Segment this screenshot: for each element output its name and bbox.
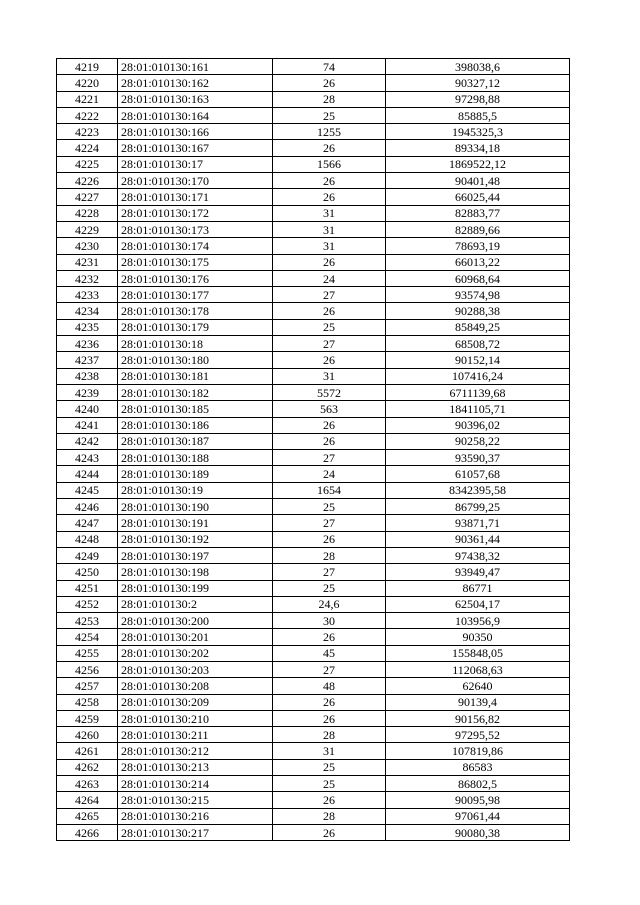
- cadastral-number-cell: 28:01:010130:190: [118, 499, 273, 515]
- table-row: [57, 727, 570, 743]
- table-row: [57, 59, 570, 75]
- area-cell: 5572: [273, 384, 386, 400]
- area-cell: 24: [273, 466, 386, 482]
- value-cell: 85885,5: [386, 107, 570, 123]
- value-cell: 155848,05: [386, 645, 570, 661]
- table-row: [57, 287, 570, 303]
- cadastral-number-cell: 28:01:010130:214: [118, 776, 273, 792]
- value-cell: 93590,37: [386, 450, 570, 466]
- cadastral-number-cell: 28:01:010130:211: [118, 727, 273, 743]
- table-row: [57, 140, 570, 156]
- area-cell: 26: [273, 140, 386, 156]
- row-number-cell: 4265: [57, 808, 118, 824]
- table-row: [57, 124, 570, 140]
- cadastral-number-cell: 28:01:010130:179: [118, 319, 273, 335]
- row-number-cell: 4264: [57, 792, 118, 808]
- area-cell: 1566: [273, 156, 386, 172]
- row-number-cell: 4239: [57, 384, 118, 400]
- value-cell: 90401,48: [386, 173, 570, 189]
- table-row: [57, 270, 570, 286]
- cadastral-number-cell: 28:01:010130:201: [118, 629, 273, 645]
- table-row: [57, 156, 570, 172]
- table-row: [57, 75, 570, 91]
- cadastral-number-cell: 28:01:010130:186: [118, 417, 273, 433]
- cadastral-number-cell: 28:01:010130:174: [118, 238, 273, 254]
- row-number-cell: 4263: [57, 776, 118, 792]
- cadastral-number-cell: 28:01:010130:212: [118, 743, 273, 759]
- row-number-cell: 4243: [57, 450, 118, 466]
- row-number-cell: 4258: [57, 694, 118, 710]
- value-cell: 8342395,58: [386, 482, 570, 498]
- value-cell: 62504,17: [386, 596, 570, 612]
- row-number-cell: 4227: [57, 189, 118, 205]
- row-number-cell: 4220: [57, 75, 118, 91]
- table-row: [57, 564, 570, 580]
- area-cell: 26: [273, 694, 386, 710]
- cadastral-number-cell: 28:01:010130:17: [118, 156, 273, 172]
- cadastral-number-cell: 28:01:010130:192: [118, 531, 273, 547]
- area-cell: 26: [273, 189, 386, 205]
- cadastral-number-cell: 28:01:010130:202: [118, 645, 273, 661]
- table-row: [57, 776, 570, 792]
- table-row: [57, 710, 570, 726]
- area-cell: 24: [273, 270, 386, 286]
- value-cell: 1869522,12: [386, 156, 570, 172]
- row-number-cell: 4224: [57, 140, 118, 156]
- table-row: [57, 661, 570, 677]
- value-cell: 85849,25: [386, 319, 570, 335]
- table-row: [57, 433, 570, 449]
- table-row: [57, 466, 570, 482]
- cadastral-number-cell: 28:01:010130:217: [118, 824, 273, 840]
- value-cell: 78693,19: [386, 238, 570, 254]
- value-cell: 61057,68: [386, 466, 570, 482]
- table-row: [57, 629, 570, 645]
- row-number-cell: 4231: [57, 254, 118, 270]
- table-row: [57, 368, 570, 384]
- value-cell: 60968,64: [386, 270, 570, 286]
- row-number-cell: 4235: [57, 319, 118, 335]
- value-cell: 103956,9: [386, 613, 570, 629]
- table-body: [57, 59, 570, 841]
- row-number-cell: 4241: [57, 417, 118, 433]
- row-number-cell: 4228: [57, 205, 118, 221]
- cadastral-number-cell: 28:01:010130:163: [118, 91, 273, 107]
- value-cell: 62640: [386, 678, 570, 694]
- cadastral-number-cell: 28:01:010130:198: [118, 564, 273, 580]
- row-number-cell: 4222: [57, 107, 118, 123]
- value-cell: 93871,71: [386, 515, 570, 531]
- area-cell: 26: [273, 792, 386, 808]
- table-row: [57, 417, 570, 433]
- value-cell: 90080,38: [386, 824, 570, 840]
- value-cell: 90361,44: [386, 531, 570, 547]
- value-cell: 86802,5: [386, 776, 570, 792]
- row-number-cell: 4246: [57, 499, 118, 515]
- area-cell: 1255: [273, 124, 386, 140]
- row-number-cell: 4225: [57, 156, 118, 172]
- area-cell: 30: [273, 613, 386, 629]
- row-number-cell: 4234: [57, 303, 118, 319]
- row-number-cell: 4253: [57, 613, 118, 629]
- area-cell: 28: [273, 808, 386, 824]
- area-cell: 1654: [273, 482, 386, 498]
- area-cell: 563: [273, 401, 386, 417]
- row-number-cell: 4259: [57, 710, 118, 726]
- value-cell: 66025,44: [386, 189, 570, 205]
- cadastral-number-cell: 28:01:010130:199: [118, 580, 273, 596]
- row-number-cell: 4250: [57, 564, 118, 580]
- row-number-cell: 4249: [57, 547, 118, 563]
- cadastral-number-cell: 28:01:010130:167: [118, 140, 273, 156]
- row-number-cell: 4260: [57, 727, 118, 743]
- area-cell: 31: [273, 743, 386, 759]
- area-cell: 26: [273, 303, 386, 319]
- value-cell: 86771: [386, 580, 570, 596]
- table-row: [57, 645, 570, 661]
- value-cell: 90350: [386, 629, 570, 645]
- value-cell: 90095,98: [386, 792, 570, 808]
- cadastral-number-cell: 28:01:010130:173: [118, 221, 273, 237]
- table-row: [57, 189, 570, 205]
- row-number-cell: 4229: [57, 221, 118, 237]
- row-number-cell: 4238: [57, 368, 118, 384]
- row-number-cell: 4247: [57, 515, 118, 531]
- area-cell: 27: [273, 564, 386, 580]
- table-row: [57, 808, 570, 824]
- table-row: [57, 384, 570, 400]
- cadastral-number-cell: 28:01:010130:210: [118, 710, 273, 726]
- area-cell: 26: [273, 173, 386, 189]
- table-row: [57, 743, 570, 759]
- cadastral-number-cell: 28:01:010130:161: [118, 59, 273, 75]
- area-cell: 26: [273, 531, 386, 547]
- table-row: [57, 547, 570, 563]
- cadastral-number-cell: 28:01:010130:208: [118, 678, 273, 694]
- area-cell: 27: [273, 515, 386, 531]
- cadastral-number-cell: 28:01:010130:170: [118, 173, 273, 189]
- area-cell: 31: [273, 205, 386, 221]
- cadastral-number-cell: 28:01:010130:180: [118, 352, 273, 368]
- row-number-cell: 4223: [57, 124, 118, 140]
- table-row: [57, 596, 570, 612]
- area-cell: 28: [273, 547, 386, 563]
- table-row: [57, 401, 570, 417]
- table-row: [57, 824, 570, 840]
- table-row: [57, 482, 570, 498]
- area-cell: 31: [273, 221, 386, 237]
- table-row: [57, 678, 570, 694]
- cadastral-number-cell: 28:01:010130:215: [118, 792, 273, 808]
- row-number-cell: 4219: [57, 59, 118, 75]
- cadastral-number-cell: 28:01:010130:182: [118, 384, 273, 400]
- row-number-cell: 4254: [57, 629, 118, 645]
- table-row: [57, 205, 570, 221]
- area-cell: 27: [273, 661, 386, 677]
- table-row: [57, 613, 570, 629]
- cadastral-number-cell: 28:01:010130:203: [118, 661, 273, 677]
- table-row: [57, 515, 570, 531]
- table-row: [57, 221, 570, 237]
- area-cell: 27: [273, 450, 386, 466]
- cadastral-number-cell: 28:01:010130:175: [118, 254, 273, 270]
- value-cell: 90139,4: [386, 694, 570, 710]
- value-cell: 90156,82: [386, 710, 570, 726]
- table-row: [57, 759, 570, 775]
- area-cell: 26: [273, 254, 386, 270]
- value-cell: 68508,72: [386, 336, 570, 352]
- cadastral-number-cell: 28:01:010130:191: [118, 515, 273, 531]
- row-number-cell: 4221: [57, 91, 118, 107]
- cadastral-number-cell: 28:01:010130:2: [118, 596, 273, 612]
- area-cell: 26: [273, 417, 386, 433]
- row-number-cell: 4226: [57, 173, 118, 189]
- table-row: [57, 319, 570, 335]
- value-cell: 89334,18: [386, 140, 570, 156]
- row-number-cell: 4255: [57, 645, 118, 661]
- table-row: [57, 336, 570, 352]
- area-cell: 28: [273, 727, 386, 743]
- value-cell: 93574,98: [386, 287, 570, 303]
- row-number-cell: 4237: [57, 352, 118, 368]
- row-number-cell: 4248: [57, 531, 118, 547]
- row-number-cell: 4251: [57, 580, 118, 596]
- area-cell: 26: [273, 433, 386, 449]
- area-cell: 26: [273, 629, 386, 645]
- cadastral-number-cell: 28:01:010130:171: [118, 189, 273, 205]
- table-row: [57, 173, 570, 189]
- value-cell: 90327,12: [386, 75, 570, 91]
- cadastral-number-cell: 28:01:010130:197: [118, 547, 273, 563]
- value-cell: 90258,22: [386, 433, 570, 449]
- value-cell: 82889,66: [386, 221, 570, 237]
- row-number-cell: 4232: [57, 270, 118, 286]
- value-cell: 90152,14: [386, 352, 570, 368]
- value-cell: 6711139,68: [386, 384, 570, 400]
- value-cell: 97061,44: [386, 808, 570, 824]
- cadastral-number-cell: 28:01:010130:164: [118, 107, 273, 123]
- area-cell: 25: [273, 499, 386, 515]
- cadastral-number-cell: 28:01:010130:19: [118, 482, 273, 498]
- cadastral-number-cell: 28:01:010130:18: [118, 336, 273, 352]
- table-row: [57, 254, 570, 270]
- table-row: [57, 303, 570, 319]
- cadastral-number-cell: 28:01:010130:178: [118, 303, 273, 319]
- area-cell: 31: [273, 238, 386, 254]
- area-cell: 28: [273, 91, 386, 107]
- cadastral-number-cell: 28:01:010130:189: [118, 466, 273, 482]
- area-cell: 25: [273, 759, 386, 775]
- row-number-cell: 4230: [57, 238, 118, 254]
- area-cell: 45: [273, 645, 386, 661]
- row-number-cell: 4256: [57, 661, 118, 677]
- value-cell: 86583: [386, 759, 570, 775]
- value-cell: 97295,52: [386, 727, 570, 743]
- value-cell: 82883,77: [386, 205, 570, 221]
- area-cell: 25: [273, 107, 386, 123]
- value-cell: 90288,38: [386, 303, 570, 319]
- cadastral-table: [56, 58, 570, 841]
- cadastral-number-cell: 28:01:010130:185: [118, 401, 273, 417]
- area-cell: 74: [273, 59, 386, 75]
- area-cell: 26: [273, 710, 386, 726]
- value-cell: 112068,63: [386, 661, 570, 677]
- area-cell: 25: [273, 580, 386, 596]
- table-row: [57, 792, 570, 808]
- table-row: [57, 531, 570, 547]
- area-cell: 24,6: [273, 596, 386, 612]
- table-row: [57, 694, 570, 710]
- cadastral-number-cell: 28:01:010130:177: [118, 287, 273, 303]
- row-number-cell: 4233: [57, 287, 118, 303]
- table-row: [57, 91, 570, 107]
- value-cell: 86799,25: [386, 499, 570, 515]
- table-row: [57, 450, 570, 466]
- cadastral-number-cell: 28:01:010130:172: [118, 205, 273, 221]
- row-number-cell: 4266: [57, 824, 118, 840]
- table-row: [57, 107, 570, 123]
- area-cell: 26: [273, 352, 386, 368]
- table-row: [57, 352, 570, 368]
- area-cell: 26: [273, 75, 386, 91]
- value-cell: 97438,32: [386, 547, 570, 563]
- row-number-cell: 4245: [57, 482, 118, 498]
- table-row: [57, 580, 570, 596]
- row-number-cell: 4242: [57, 433, 118, 449]
- area-cell: 25: [273, 776, 386, 792]
- area-cell: 26: [273, 824, 386, 840]
- value-cell: 1841105,71: [386, 401, 570, 417]
- value-cell: 1945325,3: [386, 124, 570, 140]
- value-cell: 398038,6: [386, 59, 570, 75]
- cadastral-number-cell: 28:01:010130:162: [118, 75, 273, 91]
- value-cell: 107819,86: [386, 743, 570, 759]
- row-number-cell: 4244: [57, 466, 118, 482]
- cadastral-number-cell: 28:01:010130:213: [118, 759, 273, 775]
- value-cell: 107416,24: [386, 368, 570, 384]
- row-number-cell: 4240: [57, 401, 118, 417]
- row-number-cell: 4262: [57, 759, 118, 775]
- cadastral-number-cell: 28:01:010130:200: [118, 613, 273, 629]
- value-cell: 66013,22: [386, 254, 570, 270]
- cadastral-number-cell: 28:01:010130:176: [118, 270, 273, 286]
- value-cell: 90396,02: [386, 417, 570, 433]
- cadastral-number-cell: 28:01:010130:209: [118, 694, 273, 710]
- value-cell: 97298,88: [386, 91, 570, 107]
- cadastral-number-cell: 28:01:010130:187: [118, 433, 273, 449]
- area-cell: 27: [273, 336, 386, 352]
- row-number-cell: 4252: [57, 596, 118, 612]
- area-cell: 27: [273, 287, 386, 303]
- table-row: [57, 238, 570, 254]
- cadastral-number-cell: 28:01:010130:188: [118, 450, 273, 466]
- cadastral-number-cell: 28:01:010130:166: [118, 124, 273, 140]
- row-number-cell: 4257: [57, 678, 118, 694]
- cadastral-number-cell: 28:01:010130:216: [118, 808, 273, 824]
- cadastral-number-cell: 28:01:010130:181: [118, 368, 273, 384]
- row-number-cell: 4261: [57, 743, 118, 759]
- row-number-cell: 4236: [57, 336, 118, 352]
- area-cell: 31: [273, 368, 386, 384]
- area-cell: 48: [273, 678, 386, 694]
- value-cell: 93949,47: [386, 564, 570, 580]
- area-cell: 25: [273, 319, 386, 335]
- table-row: [57, 499, 570, 515]
